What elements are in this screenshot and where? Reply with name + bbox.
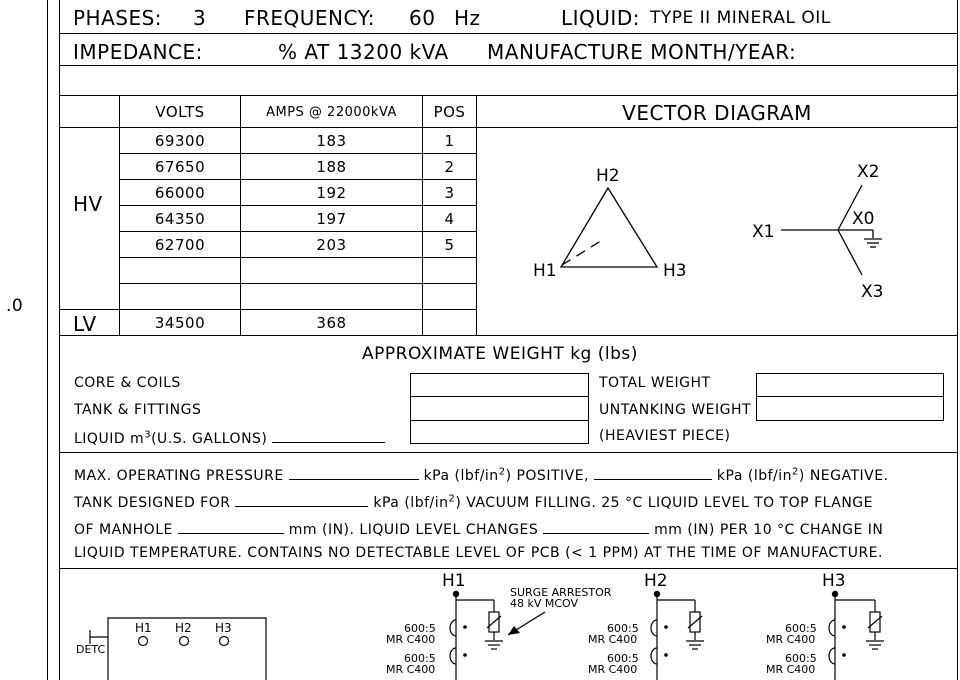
liquid-volume-label: LIQUID $m^3(U.S$. GALLONS) <box>74 428 385 447</box>
ct-class: MR C400 <box>386 663 436 676</box>
frequency-value: 60 <box>409 6 436 30</box>
phases-label: PHASES: <box>73 6 163 30</box>
h2-bushing-icon <box>180 637 189 646</box>
vd-x2: X2 <box>857 162 880 182</box>
bushing-h1-label: H1 <box>442 571 466 591</box>
lv-label: LV <box>73 312 97 336</box>
vd-x3: X3 <box>861 282 884 302</box>
hv-label: HV <box>73 192 103 216</box>
sch-h3: H3 <box>215 621 232 635</box>
lv-volts: 34500 <box>154 314 206 332</box>
ct-ratio: 600:5 <box>785 652 817 665</box>
phases-value: 3 <box>193 6 207 30</box>
notes-line-4: LIQUID TEMPERATURE. CONTAINS NO DETECTABLE LEVEL OF PCB (< 1 PPM) AT THE TIME OF MANUFACTURE. <box>74 545 883 561</box>
h1-terminal-icon <box>453 591 459 597</box>
hv-volts: 69300 <box>154 132 206 150</box>
hv-amps: 203 <box>316 236 347 254</box>
h3-terminal-icon <box>832 591 838 597</box>
col-volts: VOLTS <box>155 103 205 121</box>
sch-h1: H1 <box>135 621 152 635</box>
h3-bushing-icon <box>220 637 229 646</box>
bushing-h2-label: H2 <box>644 571 668 591</box>
hv-pos: 2 <box>444 158 455 176</box>
ct-class: MR C400 <box>588 633 638 646</box>
hv-volts: 66000 <box>154 184 206 202</box>
hv-amps: 183 <box>316 132 347 150</box>
ct-class: MR C400 <box>588 663 638 676</box>
col-pos: POS <box>433 103 466 121</box>
ct-ratio: 600:5 <box>607 622 639 635</box>
core-coils-label: CORE & COILS <box>74 375 181 391</box>
tank-fittings-label: TANK & FITTINGS <box>74 402 202 418</box>
bushing-h3-label: H3 <box>822 571 846 591</box>
liquid-label: LIQUID: <box>561 6 640 30</box>
ct-ratio: 600:5 <box>404 652 436 665</box>
ct-coil-icon <box>651 620 657 636</box>
ct-ratio: 600:5 <box>607 652 639 665</box>
surge-rating-label: 48 kV MCOV <box>510 597 579 610</box>
vd-h1: H1 <box>533 261 557 281</box>
ct-coil-icon <box>829 620 835 636</box>
untanking-weight-label: UNTANKING WEIGHT <box>599 402 752 418</box>
arrow-head-icon <box>508 626 520 635</box>
frequency-unit: Hz <box>454 6 481 30</box>
notes-line-1: MAX. OPERATING PRESSURE kPa $(lbf/in^2)$ POSITIVE, kPa $(lbf/in^2)$ NEGATIVE. <box>74 466 889 484</box>
ct-coil-icon <box>829 648 835 664</box>
heaviest-piece-label: (HEAVIEST PIECE) <box>599 428 731 444</box>
lv-amps: 368 <box>316 314 347 332</box>
hv-amps: 192 <box>316 184 347 202</box>
liquid-value: TYPE II MINERAL OIL <box>650 8 831 28</box>
ct-class: MR C400 <box>386 633 436 646</box>
vd-h3: H3 <box>663 261 687 281</box>
ct-coil-icon <box>450 648 456 664</box>
vd-x1: X1 <box>752 222 775 242</box>
margin-label: .0 <box>6 296 24 316</box>
vd-h2: H2 <box>596 166 620 186</box>
h2-terminal-icon <box>654 591 660 597</box>
vector-diagram-title: VECTOR DIAGRAM <box>622 101 812 125</box>
impedance-value: % AT 13200 kVA <box>278 40 449 64</box>
frequency-label: FREQUENCY: <box>244 6 375 30</box>
notes-line-3: OF MANHOLE mm (IN). LIQUID LEVEL CHANGES mm (IN) PER 10 °C CHANGE IN <box>74 519 883 538</box>
hv-volts: 64350 <box>154 210 206 228</box>
sch-h2: H2 <box>175 621 192 635</box>
ct-coil-icon <box>450 620 456 636</box>
ct-ratio: 600:5 <box>785 622 817 635</box>
hv-amps: 188 <box>316 158 347 176</box>
vd-x0: X0 <box>852 209 875 229</box>
hv-pos: 3 <box>444 184 455 202</box>
ct-ratio: 600:5 <box>404 622 436 635</box>
hv-pos: 1 <box>444 132 455 150</box>
col-amps: AMPS @ 22000kVA <box>266 105 397 120</box>
hv-volts: 62700 <box>154 236 206 254</box>
total-weight-label: TOTAL WEIGHT <box>599 375 711 391</box>
ct-coil-icon <box>651 648 657 664</box>
ct-class: MR C400 <box>766 633 816 646</box>
detc-label: DETC <box>76 643 106 656</box>
weight-title: APPROXIMATE WEIGHT kg (lbs) <box>362 344 638 364</box>
manufacture-label: MANUFACTURE MONTH/YEAR: <box>487 40 797 64</box>
hv-volts: 67650 <box>154 158 206 176</box>
hv-pos: 5 <box>444 236 455 254</box>
notes-line-2: TANK DESIGNED FOR kPa $(lbf/in^2)$ VACUUM FILLING. 25 °C LIQUID LEVEL TO TOP FLANGE <box>74 493 873 511</box>
h1-bushing-icon <box>139 637 148 646</box>
ct-class: MR C400 <box>766 663 816 676</box>
hv-amps: 197 <box>316 210 347 228</box>
impedance-label: IMPEDANCE: <box>73 40 203 64</box>
hv-pos: 4 <box>444 210 455 228</box>
surge-arrestor-label: SURGE ARRESTOR <box>510 586 612 599</box>
